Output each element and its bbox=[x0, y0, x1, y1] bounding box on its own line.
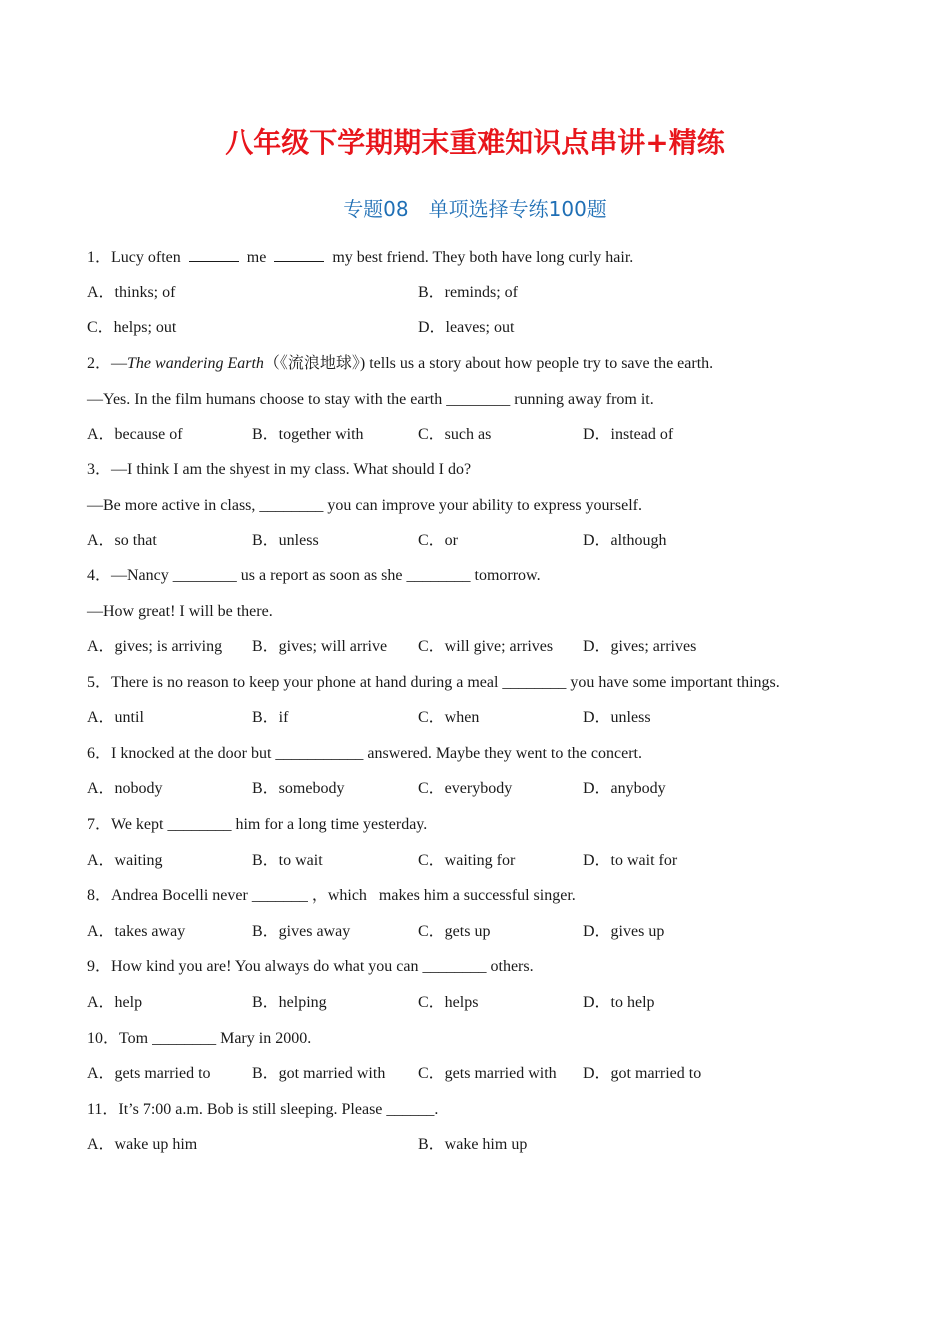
question-2-stem: 2．—The wandering Earth（《流浪地球》) tells us a story about how people try to save the earth. bbox=[87, 355, 714, 372]
question-5-stem: 5．There is no reason to keep your phone at hand during a meal ________ you have some important things. bbox=[87, 674, 780, 691]
question-3-option-b[interactable]: B．unless bbox=[252, 532, 319, 549]
question-3-stem-reply: —Be more active in class, ________ you can improve your ability to express yourself. bbox=[87, 497, 642, 514]
question-11-option-b[interactable]: B．wake him up bbox=[418, 1136, 528, 1153]
question-1-option-b[interactable]: B．reminds; of bbox=[418, 284, 518, 301]
question-10-option-c[interactable]: C．gets married with bbox=[418, 1065, 557, 1082]
question-10-option-a[interactable]: A．gets married to bbox=[87, 1065, 211, 1082]
question-6-stem: 6．I knocked at the door but ___________ answered. Maybe they went to the concert. bbox=[87, 745, 642, 762]
blank-line bbox=[274, 247, 324, 262]
question-2-option-b[interactable]: B．together with bbox=[252, 426, 364, 443]
question-4-option-a[interactable]: A．gives; is arriving bbox=[87, 638, 223, 655]
question-6-option-b[interactable]: B．somebody bbox=[252, 780, 345, 797]
question-3-option-d[interactable]: D．although bbox=[583, 532, 667, 549]
question-1-stem: 1．Lucy often me my best friend. They both have long curly hair. bbox=[87, 249, 634, 266]
question-8-option-a[interactable]: A．takes away bbox=[87, 923, 186, 940]
question-8-option-c[interactable]: C．gets up bbox=[418, 923, 491, 940]
question-2-option-a[interactable]: A．because of bbox=[87, 426, 183, 443]
question-3-option-a[interactable]: A．so that bbox=[87, 532, 157, 549]
question-3-stem: 3．—I think I am the shyest in my class. What should I do? bbox=[87, 461, 472, 478]
question-5-option-a[interactable]: A．until bbox=[87, 709, 144, 726]
question-6-option-c[interactable]: C．everybody bbox=[418, 780, 513, 797]
question-5-option-c[interactable]: C．when bbox=[418, 709, 480, 726]
question-1-option-a[interactable]: A．thinks; of bbox=[87, 284, 176, 301]
question-4-stem-reply: —How great! I will be there. bbox=[87, 603, 273, 620]
question-11-stem: 11．It’s 7:00 a.m. Bob is still sleeping. Please ______. bbox=[87, 1101, 439, 1118]
question-8-option-d[interactable]: D．gives up bbox=[583, 923, 665, 940]
question-10-stem: 10．Tom ________ Mary in 2000. bbox=[87, 1030, 312, 1047]
page-title: 八年级下学期期末重难知识点串讲+精练 bbox=[225, 126, 725, 159]
question-8-stem: 8．Andrea Bocelli never _______ ，which makes him a successful singer. bbox=[87, 887, 576, 904]
question-9-option-c[interactable]: C．helps bbox=[418, 994, 479, 1011]
blank-line bbox=[189, 247, 239, 262]
question-8-option-b[interactable]: B．gives away bbox=[252, 923, 351, 940]
question-3-option-c[interactable]: C．or bbox=[418, 532, 459, 549]
question-4-option-b[interactable]: B．gives; will arrive bbox=[252, 638, 388, 655]
question-7-option-b[interactable]: B．to wait bbox=[252, 852, 323, 869]
question-2-stem-reply: —Yes. In the film humans choose to stay with the earth ________ running away from it. bbox=[87, 391, 654, 408]
question-5-option-d[interactable]: D．unless bbox=[583, 709, 651, 726]
question-7-stem: 7．We kept ________ him for a long time yesterday. bbox=[87, 816, 428, 833]
question-10-option-b[interactable]: B．got married with bbox=[252, 1065, 386, 1082]
question-11-option-a[interactable]: A．wake up him bbox=[87, 1136, 198, 1153]
question-7-option-d[interactable]: D．to wait for bbox=[583, 852, 678, 869]
question-6-option-d[interactable]: D．anybody bbox=[583, 780, 666, 797]
question-6-option-a[interactable]: A．nobody bbox=[87, 780, 163, 797]
page-subtitle: 专题08 单项选择专练100题 bbox=[343, 197, 607, 221]
question-2-option-d[interactable]: D．instead of bbox=[583, 426, 674, 443]
question-2-option-c[interactable]: C．such as bbox=[418, 426, 492, 443]
question-5-option-b[interactable]: B．if bbox=[252, 709, 289, 726]
question-7-option-c[interactable]: C．waiting for bbox=[418, 852, 516, 869]
question-1-option-d[interactable]: D．leaves; out bbox=[418, 319, 515, 336]
question-4-option-c[interactable]: C．will give; arrives bbox=[418, 638, 554, 655]
question-4-option-d[interactable]: D．gives; arrives bbox=[583, 638, 697, 655]
question-9-option-d[interactable]: D．to help bbox=[583, 994, 655, 1011]
question-1-option-c[interactable]: C．helps; out bbox=[87, 319, 177, 336]
question-4-stem: 4．—Nancy ________ us a report as soon as she ________ tomorrow. bbox=[87, 567, 541, 584]
question-9-option-b[interactable]: B．helping bbox=[252, 994, 327, 1011]
question-7-option-a[interactable]: A．waiting bbox=[87, 852, 163, 869]
question-10-option-d[interactable]: D．got married to bbox=[583, 1065, 702, 1082]
question-9-option-a[interactable]: A．help bbox=[87, 994, 143, 1011]
question-9-stem: 9．How kind you are! You always do what you can ________ others. bbox=[87, 958, 534, 975]
